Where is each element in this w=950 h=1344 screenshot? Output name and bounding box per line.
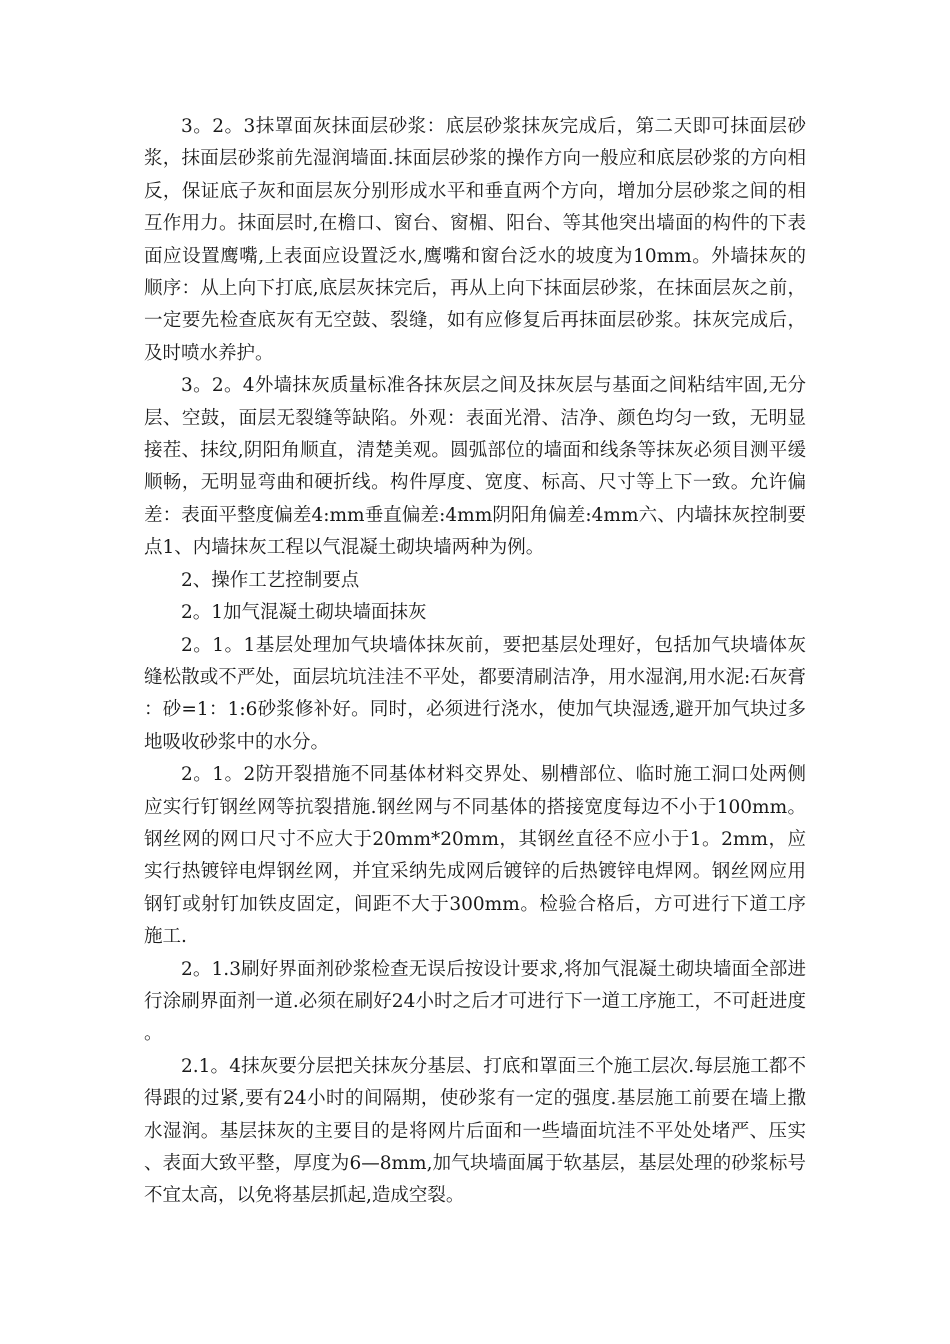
paragraph-heading-aerated-block: 2。1加气混凝土砌块墙面抹灰 [181, 602, 427, 624]
paragraph-base-treatment: 2。1。1基层处理加气块墙体抹灰前，要把基层处理好，包括加气块墙体灰缝松散或不严处，面层坑坑洼洼不平处，都要清刷洁净，用水湿润,用水泥:石灰膏：砂=1：1:6砂浆修补好。同时，必须进行浇水，使加气块湿透,避开加气块过多地吸收砂浆中的水分。 [144, 634, 806, 753]
paragraph-exterior-quality-standard: 3。2。4外墙抹灰质量标准各抹灰层之间及抹灰层与基面之间粘结牢固,无分层、空鼓，面层无裂缝等缺陷。外观：表面光滑、洁净、颜色均匀一致，无明显接茬、抹纹,阴阳角顺直，清楚美观。圆弧部位的墙面和线条等抹灰必须目测平缓顺畅，无明显弯曲和硬折线。构件厚度、宽度、标高、尺寸等上下一致。允许偏差：表面平整度偏差4:mm垂直偏差:4mm阴阳角偏差:4mm六、内墙抹灰控制要点1、内墙抹灰工程以气混凝土砌块墙两种为例。 [144, 375, 806, 559]
document-body [144, 111, 806, 1213]
paragraph-layered-plastering: 2.1。4抹灰要分层把关抹灰分基层、打底和罩面三个施工层次.每层施工都不得跟的过紧,要有24小时的间隔期，使砂浆有一定的强度.基层施工前要在墙上撒水湿润。基层抹灰的主要目的是将网片后面和一些墙面坑洼不平处处堵严、压实、表面大致平整，厚度为6—8mm,加气块墙面属于软基层，基层处理的砂浆标号不宜太高，以免将基层抓起,造成空裂。 [144, 1055, 806, 1207]
paragraph-heading-process-control: 2、操作工艺控制要点 [181, 569, 360, 591]
paragraph-exterior-finish-coat: 3。2。3抹罩面灰抹面层砂浆：底层砂浆抹灰完成后，第二天即可抹面层砂浆，抹面层砂浆前先湿润墙面.抹面层砂浆的操作方向一般应和底层砂浆的方向相反，保证底子灰和面层灰分别形成水平和垂直两个方向，增加分层砂浆之间的相互作用力。抹面层时,在檐口、窗台、窗楣、阳台、等其他突出墙面的构件的下表面应设置鹰嘴,上表面应设置泛水,鹰嘴和窗台泛水的坡度为10mm。外墙抹灰的顺序：从上向下打底,底层灰抹完后，再从上向下抹面层砂浆，在抹面层灰之前，一定要先检查底灰有无空鼓、裂缝，如有应修复后再抹面层砂浆。抹灰完成后，及时喷水养护。 [144, 116, 806, 364]
paragraph-anti-crack-measures: 2。1。2防开裂措施不同基体材料交界处、剔槽部位、临时施工洞口处两侧应实行钉钢丝网等抗裂措施.钢丝网与不同基体的搭接宽度每边不小于100mm。钢丝网的网口尺寸不应大于20mm*20mm，其钢丝直径不应小于1。2mm，应实行热镀锌电焊钢丝网，并宜采纳先成网后镀锌的后热镀锌电焊网。钢丝网应用钢钉或射钉加铁皮固定，间距不大于300mm。检验合格后，方可进行下道工序施工. [144, 764, 806, 948]
paragraph-interface-agent: 2。1.3刷好界面剂砂浆检查无误后按设计要求,将加气混凝土砌块墙面全部进行涂刷界面剂一道.必须在刷好24小时之后才可进行下一道工序施工，不可赶进度。 [144, 958, 806, 1045]
